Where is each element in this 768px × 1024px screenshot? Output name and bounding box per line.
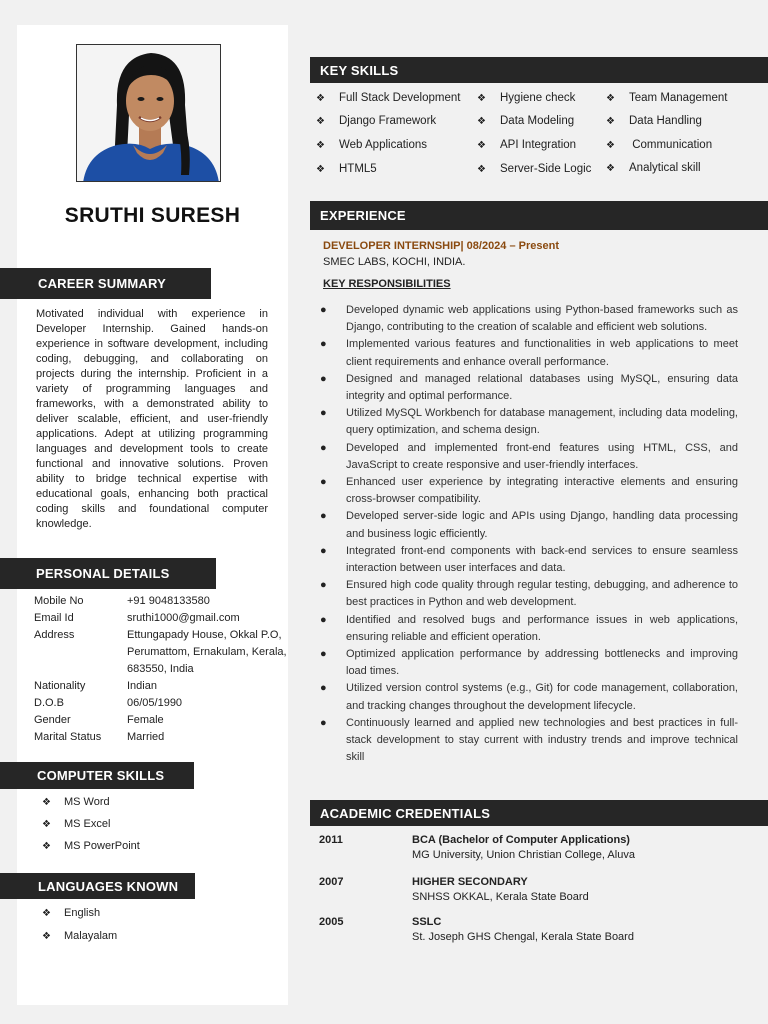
bullet-dot-icon: ● xyxy=(320,510,327,523)
skill-label: Data Modeling xyxy=(500,115,575,127)
diamond-bullet-icon: ❖ xyxy=(42,818,51,830)
list-item-text: Optimized application performance by addressing bottlenecks and improving load times. xyxy=(346,648,738,678)
academic-degree: BCA (Bachelor of Computer Applications) xyxy=(412,834,630,846)
profile-photo xyxy=(76,44,221,182)
skill-label: Data Handling xyxy=(629,115,702,127)
list-item xyxy=(42,791,140,813)
bullet-dot-icon: ● xyxy=(320,716,327,729)
academic-year: 2011 xyxy=(319,834,343,846)
list-item-text: Utilized version control systems (e.g., Git) for code management, collaboration, and tracking changes throughout the development lifecycle. xyxy=(346,682,738,712)
detail-row xyxy=(34,593,287,610)
detail-value: Female xyxy=(127,714,164,726)
detail-label: Gender xyxy=(34,714,71,726)
bullet-dot-icon: ● xyxy=(320,338,327,351)
list-item xyxy=(320,474,738,508)
academic-heading: ACADEMIC CREDENTIALS xyxy=(310,800,768,826)
bullet-dot-icon: ● xyxy=(320,372,327,385)
skill-item xyxy=(606,115,702,127)
academic-year: 2005 xyxy=(319,916,344,928)
academic-degree: HIGHER SECONDARY xyxy=(412,876,528,888)
diamond-bullet-icon: ❖ xyxy=(316,139,325,151)
diamond-bullet-icon: ❖ xyxy=(316,163,325,175)
skill-item xyxy=(606,162,701,174)
skill-label: Server-Side Logic xyxy=(500,163,592,175)
skill-item xyxy=(477,92,575,104)
detail-label: Address xyxy=(34,629,75,641)
diamond-bullet-icon: ❖ xyxy=(477,92,486,104)
diamond-bullet-icon: ❖ xyxy=(606,115,615,127)
list-item xyxy=(320,715,738,767)
list-item xyxy=(42,925,117,947)
detail-label: Nationality xyxy=(34,680,86,692)
candidate-name: SRUTHI SURESH xyxy=(64,204,241,227)
responsibilities-heading: KEY RESPONSIBILITIES xyxy=(323,278,451,290)
academic-institution: SNHSS OKKAL, Kerala State Board xyxy=(412,891,589,903)
diamond-bullet-icon: ❖ xyxy=(477,163,486,175)
list-item xyxy=(320,543,738,577)
skill-label: HTML5 xyxy=(339,163,377,175)
computer-skills-heading: COMPUTER SKILLS xyxy=(0,762,194,789)
diamond-bullet-icon: ❖ xyxy=(42,907,51,919)
list-item xyxy=(320,508,738,542)
job-title: DEVELOPER INTERNSHIP| 08/2024 – Present xyxy=(323,240,560,252)
detail-value: sruthi1000@gmail.com xyxy=(127,612,240,624)
detail-value: Indian xyxy=(127,680,157,692)
personal-details-heading: PERSONAL DETAILS xyxy=(0,558,216,589)
list-item-text: Developed server-side logic and APIs using Django, handling data processing and business logic efficiently. xyxy=(346,510,738,540)
bullet-dot-icon: ● xyxy=(320,648,327,661)
job-company: SMEC LABS, KOCHI, INDIA. xyxy=(323,256,466,268)
detail-label: Marital Status xyxy=(34,731,102,743)
detail-value: +91 9048133580 xyxy=(127,595,210,607)
skill-item xyxy=(316,139,427,151)
skill-label: Full Stack Development xyxy=(339,92,461,104)
diamond-bullet-icon: ❖ xyxy=(316,115,325,127)
list-item xyxy=(320,371,738,405)
detail-row xyxy=(34,712,287,729)
diamond-bullet-icon: ❖ xyxy=(42,796,51,808)
academic-degree: SSLC xyxy=(412,916,442,928)
academic-institution: St. Joseph GHS Chengal, Kerala State Board xyxy=(412,931,634,943)
list-item-text: Utilized MySQL Workbench for database management, including data modeling, query optimization, and schema design. xyxy=(346,407,738,437)
list-item-text: Enhanced user experience by integrating interactive elements and ensuring cross-browser compatibility. xyxy=(346,476,738,506)
list-item-text: Designed and managed relational databases using MySQL, ensuring data integrity and optimal performance. xyxy=(346,372,738,403)
detail-row xyxy=(34,695,287,712)
list-item-text: Continuously learned and applied new technologies and best practices in full-stack development to stay current with industry trends and improve technical skill xyxy=(346,716,738,764)
list-item-text: Integrated front-end components with back-end services to ensure seamless interaction between user interfaces and data. xyxy=(346,544,738,575)
detail-row xyxy=(34,627,287,678)
list-item-text: Developed dynamic web applications using Python-based frameworks such as Django, contributing to the creation of scalable and efficient web solutions. xyxy=(346,304,738,334)
list-item xyxy=(320,680,738,714)
diamond-bullet-icon: ❖ xyxy=(316,92,325,104)
skill-item xyxy=(316,163,377,175)
skill-item xyxy=(477,115,574,127)
personal-details-table xyxy=(34,593,287,746)
languages-list xyxy=(42,902,117,947)
diamond-bullet-icon: ❖ xyxy=(42,930,51,942)
experience-heading: EXPERIENCE xyxy=(310,201,768,230)
skill-item xyxy=(316,115,436,127)
bullet-dot-icon: ● xyxy=(320,441,327,454)
detail-value: Married xyxy=(127,731,165,743)
bullet-dot-icon: ● xyxy=(320,304,327,316)
list-item xyxy=(320,646,738,680)
profile-photo-image xyxy=(77,45,221,182)
detail-row xyxy=(34,729,287,746)
list-item xyxy=(42,835,140,857)
detail-label: Email Id xyxy=(34,612,74,624)
detail-label: Mobile No xyxy=(34,595,84,607)
skill-item xyxy=(477,163,591,175)
list-item-label: Malayalam xyxy=(64,930,118,942)
list-item xyxy=(320,405,738,439)
skill-item xyxy=(477,139,576,151)
bullet-dot-icon: ● xyxy=(320,682,327,695)
skill-item xyxy=(606,139,712,151)
detail-label: D.O.B xyxy=(34,697,64,709)
diamond-bullet-icon: ❖ xyxy=(477,115,486,127)
list-item xyxy=(42,813,140,835)
academic-institution: MG University, Union Christian College, Aluva xyxy=(412,849,635,861)
diamond-bullet-icon: ❖ xyxy=(606,162,615,174)
diamond-bullet-icon: ❖ xyxy=(42,840,51,852)
responsibilities-list xyxy=(320,302,738,766)
skill-label: Communication xyxy=(629,139,713,151)
key-skills-heading: KEY SKILLS xyxy=(310,57,768,83)
list-item xyxy=(320,577,738,611)
skill-item xyxy=(316,92,460,104)
list-item-text: Implemented various features and functionalities in web applications to meet client requirements and enhance overall performance. xyxy=(346,338,738,368)
list-item xyxy=(320,612,738,646)
list-item-text: Identified and resolved bugs and performance issues in web applications, ensuring reliable and efficient operation. xyxy=(346,613,738,643)
list-item-text: Ensured high code quality through regular testing, debugging, and adherence to best practices in Python and web development. xyxy=(346,579,738,609)
list-item-label: MS PowerPoint xyxy=(64,840,140,852)
skill-item xyxy=(606,92,727,104)
skill-label: Web Applications xyxy=(339,139,428,151)
skill-label: Team Management xyxy=(629,92,728,104)
list-item xyxy=(42,902,117,924)
list-item-text: Developed and implemented front-end features using HTML, CSS, and JavaScript to create responsive and user-friendly interfaces. xyxy=(346,441,738,471)
detail-value: Ettungapady House, Okkal P.O, Perumattom, Ernakulam, Kerala, 683550, India xyxy=(127,629,287,675)
list-item xyxy=(320,336,738,370)
computer-skills-list xyxy=(42,791,140,857)
career-summary-text: Motivated individual with experience in Developer Internship. Gained hands-on experience in software development, including coding, debugging, and collaborating on projects during the internship. Proficient in a variety of programming languages and frameworks, with a demonstrated ability to deliver scalable, efficient, and user-friendly applications. Adept at utilizing programming languages and development tools to create functional and innovative solutions. Proven ability to bridge technical expertise with educational goals, enhancing both practical coding skills and foundational computer knowledge. xyxy=(36,308,268,530)
bullet-dot-icon: ● xyxy=(320,407,327,420)
bullet-dot-icon: ● xyxy=(320,613,327,626)
detail-row xyxy=(34,610,287,627)
career-summary-heading: CAREER SUMMARY xyxy=(0,268,211,299)
academic-year: 2007 xyxy=(319,876,344,888)
list-item-label: MS Word xyxy=(64,796,110,808)
skill-label: Analytical skill xyxy=(629,162,701,174)
skill-label: Hygiene check xyxy=(500,92,576,104)
diamond-bullet-icon: ❖ xyxy=(606,92,615,104)
list-item xyxy=(320,440,738,474)
list-item-label: MS Excel xyxy=(64,818,111,830)
bullet-dot-icon: ● xyxy=(320,579,327,592)
diamond-bullet-icon: ❖ xyxy=(606,139,615,151)
bullet-dot-icon: ● xyxy=(320,476,327,489)
detail-value: 06/05/1990 xyxy=(127,697,183,709)
detail-row xyxy=(34,678,287,695)
list-item-label: English xyxy=(64,907,101,919)
list-item xyxy=(320,302,738,336)
diamond-bullet-icon: ❖ xyxy=(477,139,486,151)
bullet-dot-icon: ● xyxy=(320,544,327,557)
skill-label: Django Framework xyxy=(339,115,437,127)
skill-label: API Integration xyxy=(500,139,577,151)
languages-heading: LANGUAGES KNOWN xyxy=(0,873,195,899)
